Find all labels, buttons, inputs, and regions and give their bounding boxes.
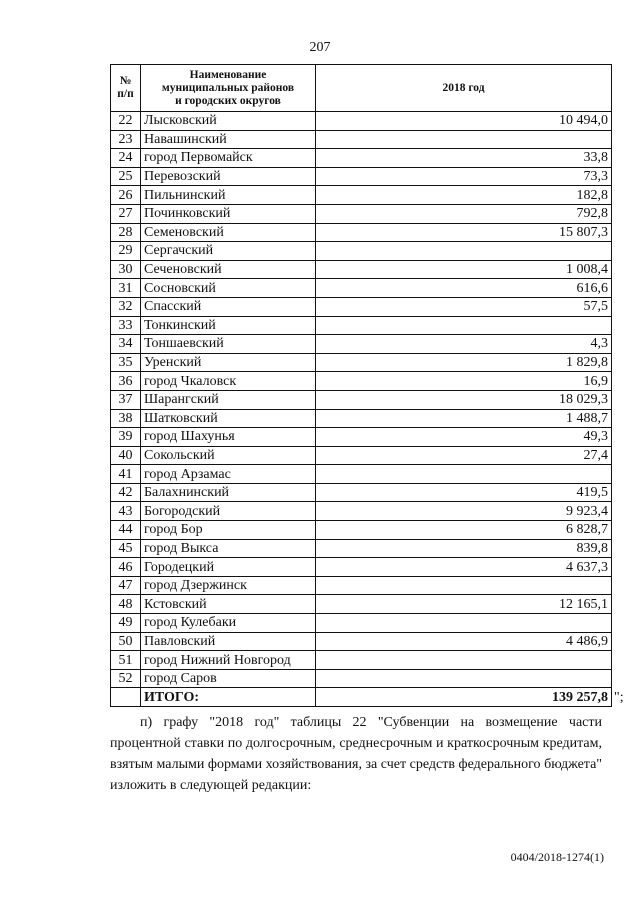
table-header-row (111, 65, 612, 112)
row-value: 49,3 (316, 428, 612, 447)
table-row (111, 539, 612, 558)
table-row (111, 632, 612, 651)
table-body (111, 112, 612, 688)
row-value: 27,4 (316, 446, 612, 465)
row-name: Шатковский (141, 409, 316, 428)
row-name: Навашинский (141, 130, 316, 149)
row-number: 24 (111, 149, 141, 168)
row-value: 16,9 (316, 372, 612, 391)
row-name: Сеченовский (141, 260, 316, 279)
page-number: 207 (309, 40, 331, 55)
row-value (316, 669, 612, 688)
table-row (111, 409, 612, 428)
table-row (111, 651, 612, 670)
total-number-cell (111, 688, 141, 707)
row-value: 33,8 (316, 149, 612, 168)
table-row (111, 558, 612, 577)
row-name: город Нижний Новгород (141, 651, 316, 670)
row-value: 4 637,3 (316, 558, 612, 577)
row-value (316, 242, 612, 261)
row-name: Спасский (141, 297, 316, 316)
row-value: 4,3 (316, 335, 612, 354)
table-row (111, 465, 612, 484)
row-name: Павловский (141, 632, 316, 651)
row-number: 29 (111, 242, 141, 261)
total-value: 139 257,8 (316, 688, 612, 707)
row-name: Семеновский (141, 223, 316, 242)
row-value (316, 614, 612, 633)
table-row (111, 112, 612, 131)
row-name: Сокольский (141, 446, 316, 465)
row-name: Тонкинский (141, 316, 316, 335)
row-value (316, 651, 612, 670)
row-number: 27 (111, 204, 141, 223)
table-row (111, 614, 612, 633)
table-row (111, 186, 612, 205)
table-row (111, 483, 612, 502)
row-value: 73,3 (316, 167, 612, 186)
row-value: 616,6 (316, 279, 612, 298)
table-row (111, 335, 612, 354)
total-row (111, 688, 612, 707)
row-number: 47 (111, 576, 141, 595)
row-number: 39 (111, 428, 141, 447)
table-row (111, 353, 612, 372)
row-number: 52 (111, 669, 141, 688)
row-number: 51 (111, 651, 141, 670)
table-row (111, 576, 612, 595)
row-name: город Дзержинск (141, 576, 316, 595)
table-row (111, 242, 612, 261)
row-value: 839,8 (316, 539, 612, 558)
row-name: Пильнинский (141, 186, 316, 205)
row-number: 35 (111, 353, 141, 372)
row-number: 30 (111, 260, 141, 279)
row-name: город Саров (141, 669, 316, 688)
table-row (111, 167, 612, 186)
row-number: 50 (111, 632, 141, 651)
row-value: 419,5 (316, 483, 612, 502)
row-name: город Шахунья (141, 428, 316, 447)
row-name: Сосновский (141, 279, 316, 298)
header-number: № п/п (111, 65, 141, 112)
row-value (316, 316, 612, 335)
row-value: 57,5 (316, 297, 612, 316)
row-name: город Кулебаки (141, 614, 316, 633)
closing-quote-mark: "; (614, 690, 624, 705)
row-number: 37 (111, 390, 141, 409)
row-number: 43 (111, 502, 141, 521)
row-value (316, 130, 612, 149)
row-name: Тоншаевский (141, 335, 316, 354)
table-row (111, 428, 612, 447)
row-value: 4 486,9 (316, 632, 612, 651)
row-value: 1 488,7 (316, 409, 612, 428)
row-number: 32 (111, 297, 141, 316)
row-value: 10 494,0 (316, 112, 612, 131)
row-name: город Чкаловск (141, 372, 316, 391)
header-name: Наименование муниципальных районов и городских округов (141, 65, 316, 112)
row-number: 42 (111, 483, 141, 502)
row-number: 23 (111, 130, 141, 149)
table-row (111, 669, 612, 688)
total-label: ИТОГО: (141, 688, 316, 707)
row-value: 182,8 (316, 186, 612, 205)
amendment-text: п) графу "2018 год" таблицы 22 "Субвенции на возмещение части процентной ставки по долгосрочным, среднесрочным и краткосрочным кредитам, взятым малыми формами хозяйствования, за счет средств федерального бюджета" изложить в следующей редакции: (110, 715, 602, 793)
header-year: 2018 год (316, 65, 612, 112)
table-row (111, 372, 612, 391)
row-value: 1 829,8 (316, 353, 612, 372)
row-number: 31 (111, 279, 141, 298)
row-number: 46 (111, 558, 141, 577)
row-value: 15 807,3 (316, 223, 612, 242)
row-number: 48 (111, 595, 141, 614)
row-name: Лысковский (141, 112, 316, 131)
row-value (316, 576, 612, 595)
table-row (111, 149, 612, 168)
table-row (111, 279, 612, 298)
row-name: город Выкса (141, 539, 316, 558)
row-number: 22 (111, 112, 141, 131)
row-value: 1 008,4 (316, 260, 612, 279)
table-row (111, 260, 612, 279)
row-name: город Бор (141, 521, 316, 540)
row-number: 49 (111, 614, 141, 633)
table-row (111, 521, 612, 540)
row-number: 34 (111, 335, 141, 354)
row-name: Балахнинский (141, 483, 316, 502)
amendment-paragraph (110, 712, 602, 796)
row-name: Богородский (141, 502, 316, 521)
row-number: 44 (111, 521, 141, 540)
table-row (111, 316, 612, 335)
row-name: Перевозский (141, 167, 316, 186)
table-row (111, 390, 612, 409)
row-number: 33 (111, 316, 141, 335)
row-number: 26 (111, 186, 141, 205)
row-name: город Первомайск (141, 149, 316, 168)
row-name: город Арзамас (141, 465, 316, 484)
row-name: Уренский (141, 353, 316, 372)
table-row (111, 130, 612, 149)
subsidy-table (110, 64, 612, 707)
row-number: 41 (111, 465, 141, 484)
table-row (111, 223, 612, 242)
row-name: Починковский (141, 204, 316, 223)
row-value: 9 923,4 (316, 502, 612, 521)
row-name: Кстовский (141, 595, 316, 614)
row-value: 12 165,1 (316, 595, 612, 614)
row-value (316, 465, 612, 484)
table-row (111, 446, 612, 465)
row-value: 6 828,7 (316, 521, 612, 540)
table-row (111, 502, 612, 521)
row-number: 25 (111, 167, 141, 186)
table-row (111, 595, 612, 614)
table-row (111, 297, 612, 316)
row-number: 45 (111, 539, 141, 558)
table-row (111, 204, 612, 223)
row-name: Сергачский (141, 242, 316, 261)
row-number: 38 (111, 409, 141, 428)
row-value: 18 029,3 (316, 390, 612, 409)
document-code: 0404/2018-1274(1) (510, 850, 604, 864)
row-name: Городецкий (141, 558, 316, 577)
row-name: Шарангский (141, 390, 316, 409)
row-value: 792,8 (316, 204, 612, 223)
row-number: 36 (111, 372, 141, 391)
row-number: 28 (111, 223, 141, 242)
row-number: 40 (111, 446, 141, 465)
